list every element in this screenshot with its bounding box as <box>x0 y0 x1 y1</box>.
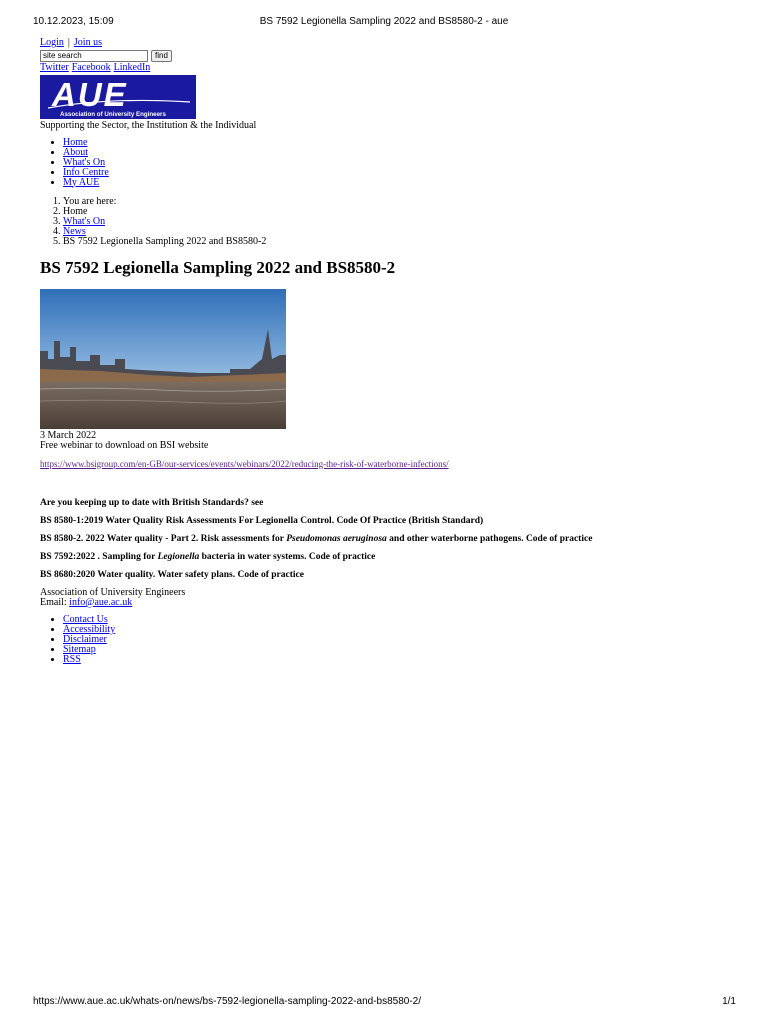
auth-separator: | <box>67 37 70 48</box>
facebook-link[interactable]: Facebook <box>71 62 111 73</box>
twitter-link[interactable]: Twitter <box>40 62 69 73</box>
footer-link-contact-us[interactable]: Contact Us <box>63 613 108 625</box>
linkedin-link[interactable]: LinkedIn <box>113 62 151 73</box>
logo-subtitle: Association of University Engineers <box>60 110 166 118</box>
article-meta <box>40 431 740 451</box>
nav-link-about[interactable]: About <box>63 146 88 158</box>
footer-item-sitemap <box>63 645 740 655</box>
footer-item-disclaimer <box>63 635 740 645</box>
breadcrumb <box>40 197 740 247</box>
print-datetime: 10.12.2023, 15:09 <box>33 16 114 27</box>
org-contact <box>40 588 740 608</box>
nav-link-home[interactable]: Home <box>63 136 88 148</box>
print-page-count: 1/1 <box>722 996 736 1007</box>
org-name: Association of University Engineers <box>40 586 186 598</box>
print-doc-title: BS 7592 Legionella Sampling 2022 and BS8580-2 - aue <box>259 16 509 27</box>
nav-item-info-centre <box>63 168 740 178</box>
standard-bs7592-text: BS 7592:2022 . Sampling for <box>40 551 158 562</box>
breadcrumb-link-news[interactable]: News <box>63 225 86 237</box>
org-email-row <box>40 598 740 608</box>
nav-item-home <box>63 138 740 148</box>
nav-item-whats-on <box>63 158 740 168</box>
standard-bs8680: BS 8680:2020 Water quality. Water safety plans. Code of practice <box>40 569 304 580</box>
search-input[interactable] <box>40 50 148 62</box>
bsi-webinar-link[interactable]: https://www.bsigroup.com/en-GB/our-services/events/webinars/2022/reducing-the-risk-of-waterborne-infections/ <box>40 458 449 469</box>
breadcrumb-current: 5. BS 7592 Legionella Sampling 2022 and BS8580-2 <box>63 237 740 247</box>
breadcrumb-home: 2. Home <box>63 207 740 217</box>
footer-item-contact <box>63 615 740 625</box>
org-email-link[interactable]: info@aue.ac.uk <box>69 596 133 608</box>
standard-bs7592 <box>40 551 740 563</box>
standard-bs8580-1: BS 8580-1:2019 Water Quality Risk Assessments For Legionella Control. Code Of Practice (British Standard) <box>40 515 484 526</box>
footer-link-accessibility[interactable]: Accessibility <box>63 623 116 635</box>
nav-item-about <box>63 148 740 158</box>
find-button[interactable]: find <box>151 50 172 62</box>
page-title: BS 7592 Legionella Sampling 2022 and BS8580-2 <box>40 257 396 277</box>
nav-link-whats-on[interactable]: What's On <box>63 156 106 168</box>
social-links <box>40 62 740 75</box>
nav-link-info-centre[interactable]: Info Centre <box>63 166 109 178</box>
breadcrumb-item-whats-on <box>63 217 740 227</box>
standard-bs8580-2 <box>40 533 740 545</box>
login-link[interactable]: Login <box>40 37 64 48</box>
footer-link-sitemap[interactable]: Sitemap <box>63 643 96 655</box>
breadcrumb-link-whats-on[interactable]: What's On <box>63 215 106 227</box>
article-date: 3 March 2022 <box>40 429 97 441</box>
footer-link-rss[interactable]: RSS <box>63 653 81 665</box>
standard-bs7592-organism: Legionella <box>157 551 200 562</box>
standard-bs7592-text-end: bacteria in water systems. Code of practice <box>199 551 376 562</box>
article-intro: Are you keeping up to date with British Standards? see <box>40 497 264 508</box>
standard-bs8580-2-text: BS 8580-2. 2022 Water quality - Part 2. Risk assessments for <box>40 533 287 544</box>
join-us-link[interactable]: Join us <box>73 37 102 48</box>
logo-letters: AUE <box>52 75 128 113</box>
tagline: Supporting the Sector, the Institution & the Individual <box>40 119 257 131</box>
footer-nav <box>40 615 740 665</box>
main-nav <box>40 138 740 188</box>
footer-link-disclaimer[interactable]: Disclaimer <box>63 633 107 645</box>
river-skyline-image <box>40 289 286 429</box>
article-summary: Free webinar to download on BSI website <box>40 439 209 451</box>
standard-bs8580-2-text-end: and other waterborne pathogens. Code of practice <box>386 533 593 544</box>
nav-item-my-aue <box>63 178 740 188</box>
org-email-label: Email: <box>40 596 70 608</box>
footer-item-rss <box>63 655 740 665</box>
page-content <box>40 37 740 665</box>
breadcrumb-item-news <box>63 227 740 237</box>
search-form <box>40 49 740 62</box>
footer-item-accessibility <box>63 625 740 635</box>
print-url: https://www.aue.ac.uk/whats-on/news/bs-7592-legionella-sampling-2022-and-bs8580-2/ <box>33 996 421 1007</box>
nav-link-my-aue[interactable]: My AUE <box>63 176 100 188</box>
standard-bs8580-2-organism: Pseudomonas aeruginosa <box>286 533 387 544</box>
breadcrumb-label: 1. You are here: <box>63 197 740 207</box>
aue-logo[interactable] <box>40 75 196 119</box>
auth-links <box>40 37 740 49</box>
